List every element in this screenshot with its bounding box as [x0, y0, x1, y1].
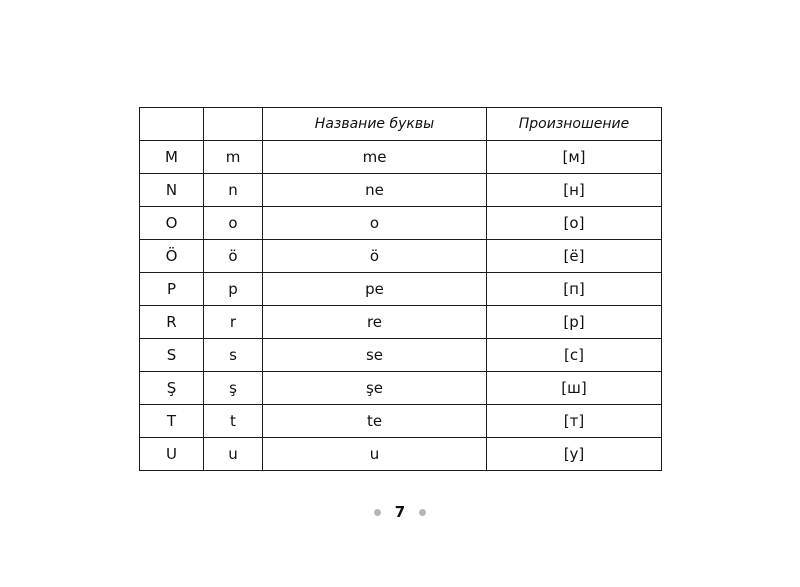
- letter-name-cell: me: [263, 141, 487, 174]
- uppercase-letter-cell: M: [140, 141, 204, 174]
- letter-name-cell: u: [263, 438, 487, 471]
- pronunciation-cell: [т]: [487, 405, 662, 438]
- lowercase-letter-cell: t: [204, 405, 263, 438]
- lowercase-letter-cell: o: [204, 207, 263, 240]
- letter-name-cell: pe: [263, 273, 487, 306]
- table-row: [140, 240, 662, 273]
- header-uppercase: [140, 108, 204, 141]
- pronunciation-cell: [р]: [487, 306, 662, 339]
- table-header-row: [140, 108, 662, 141]
- letter-name-cell: ne: [263, 174, 487, 207]
- header-letter-name: Название буквы: [263, 108, 487, 141]
- lowercase-letter-cell: p: [204, 273, 263, 306]
- table-row: [140, 174, 662, 207]
- uppercase-letter-cell: S: [140, 339, 204, 372]
- pronunciation-cell: [п]: [487, 273, 662, 306]
- table-row: [140, 273, 662, 306]
- pronunciation-cell: [м]: [487, 141, 662, 174]
- pronunciation-cell: [у]: [487, 438, 662, 471]
- uppercase-letter-cell: N: [140, 174, 204, 207]
- pronunciation-cell: [н]: [487, 174, 662, 207]
- letter-name-cell: re: [263, 306, 487, 339]
- uppercase-letter-cell: R: [140, 306, 204, 339]
- lowercase-letter-cell: r: [204, 306, 263, 339]
- pronunciation-cell: [с]: [487, 339, 662, 372]
- uppercase-letter-cell: T: [140, 405, 204, 438]
- left-dot-icon: [374, 509, 381, 516]
- letter-name-cell: ö: [263, 240, 487, 273]
- page-footer: [0, 500, 800, 524]
- table-row: [140, 141, 662, 174]
- right-dot-icon: [419, 509, 426, 516]
- alphabet-table: [139, 107, 662, 471]
- uppercase-letter-cell: Ş: [140, 372, 204, 405]
- table-row: [140, 306, 662, 339]
- lowercase-letter-cell: ş: [204, 372, 263, 405]
- letter-name-cell: te: [263, 405, 487, 438]
- table-row: [140, 207, 662, 240]
- pronunciation-cell: [о]: [487, 207, 662, 240]
- letter-name-cell: se: [263, 339, 487, 372]
- lowercase-letter-cell: ö: [204, 240, 263, 273]
- table-row: [140, 405, 662, 438]
- letter-name-cell: şe: [263, 372, 487, 405]
- pronunciation-cell: [ё]: [487, 240, 662, 273]
- lowercase-letter-cell: u: [204, 438, 263, 471]
- uppercase-letter-cell: P: [140, 273, 204, 306]
- header-pronunciation: Произношение: [487, 108, 662, 141]
- table-body: [140, 141, 662, 471]
- lowercase-letter-cell: s: [204, 339, 263, 372]
- page-number: 7: [394, 503, 406, 521]
- table-row: [140, 438, 662, 471]
- table-row: [140, 339, 662, 372]
- header-lowercase: [204, 108, 263, 141]
- uppercase-letter-cell: Ö: [140, 240, 204, 273]
- table-row: [140, 372, 662, 405]
- uppercase-letter-cell: O: [140, 207, 204, 240]
- uppercase-letter-cell: U: [140, 438, 204, 471]
- pronunciation-cell: [ш]: [487, 372, 662, 405]
- lowercase-letter-cell: m: [204, 141, 263, 174]
- lowercase-letter-cell: n: [204, 174, 263, 207]
- letter-name-cell: o: [263, 207, 487, 240]
